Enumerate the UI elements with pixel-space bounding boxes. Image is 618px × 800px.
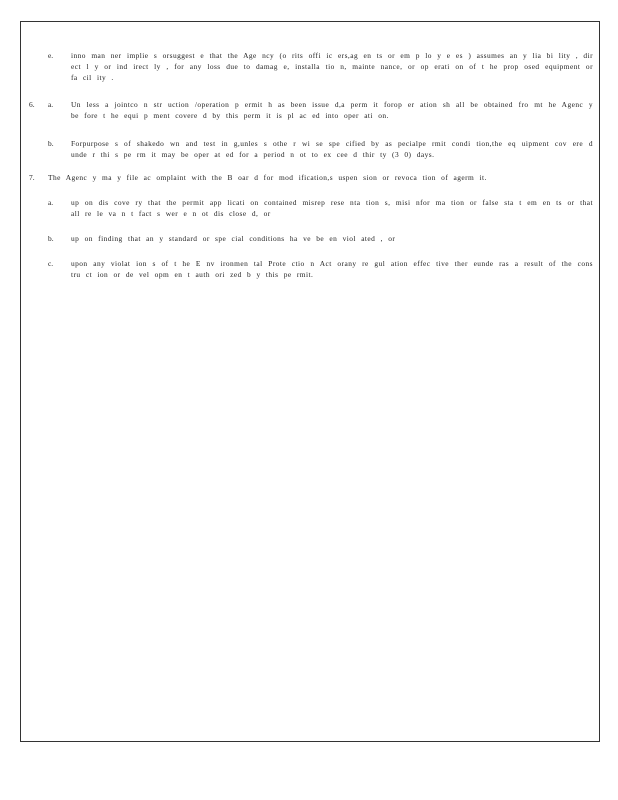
item-marker: b. bbox=[48, 139, 54, 148]
item-marker: a. bbox=[48, 100, 54, 109]
section-number: 6. bbox=[29, 100, 35, 109]
item-text: up on dis cove ry that the permit app licati on contained misrep rese nta tion s, misi nfor ma tion or false sta t em en ts or that all re le va n t fact s wer e n ot dis close d, or bbox=[71, 198, 593, 218]
section-text: The Agenc y ma y file ac omplaint with the B oar d for mod ification,s uspen sion or revoca tion of agerm it. bbox=[48, 173, 487, 182]
item-text: up on finding that an y standard or spe cial conditions ha ve be en viol ated , or bbox=[71, 234, 396, 243]
item-marker: c. bbox=[48, 259, 54, 268]
section-number: 7. bbox=[29, 173, 35, 182]
item-marker: e. bbox=[48, 51, 54, 60]
item-text: Un less a jointco n str uction /operation p ermit h as been issue d,a perm it forop er ation sh all be obtained fro mt he Agenc y be fore t he equi p ment covere d by this perm it is pl ac ed into oper ati on. bbox=[71, 100, 593, 120]
item-text: upon any violat ion s of t he E nv ironmen tal Prote ctio n Act orany re gul ation effec tive ther eunde ras a result of the cons tru ct ion or de vel opm en t auth ori zed b y this pe rmit. bbox=[71, 259, 593, 279]
item-marker: b. bbox=[48, 234, 54, 243]
item-text: Forpurpose s of shakedo wn and test in g,unles s othe r wi se spe cified by as pecialpe rmit condi tion,the eq uipment cov ere d unde r thi s pe rm it may be oper at ed for a period n ot to ex cee d thir ty (3 0) days. bbox=[71, 139, 593, 159]
item-marker: a. bbox=[48, 198, 54, 207]
item-text: inno man ner implie s orsuggest e that the Age ncy (o rits offi ic ers,ag en ts or em p lo y e es ) assumes an y lia bi lity , dir ect l y or ind irect ly , for any loss due to damag e, installa tio n, mainte nance, or op erati on of t he prop osed equipment or fa cil ity . bbox=[71, 51, 593, 82]
page-frame bbox=[20, 21, 600, 742]
